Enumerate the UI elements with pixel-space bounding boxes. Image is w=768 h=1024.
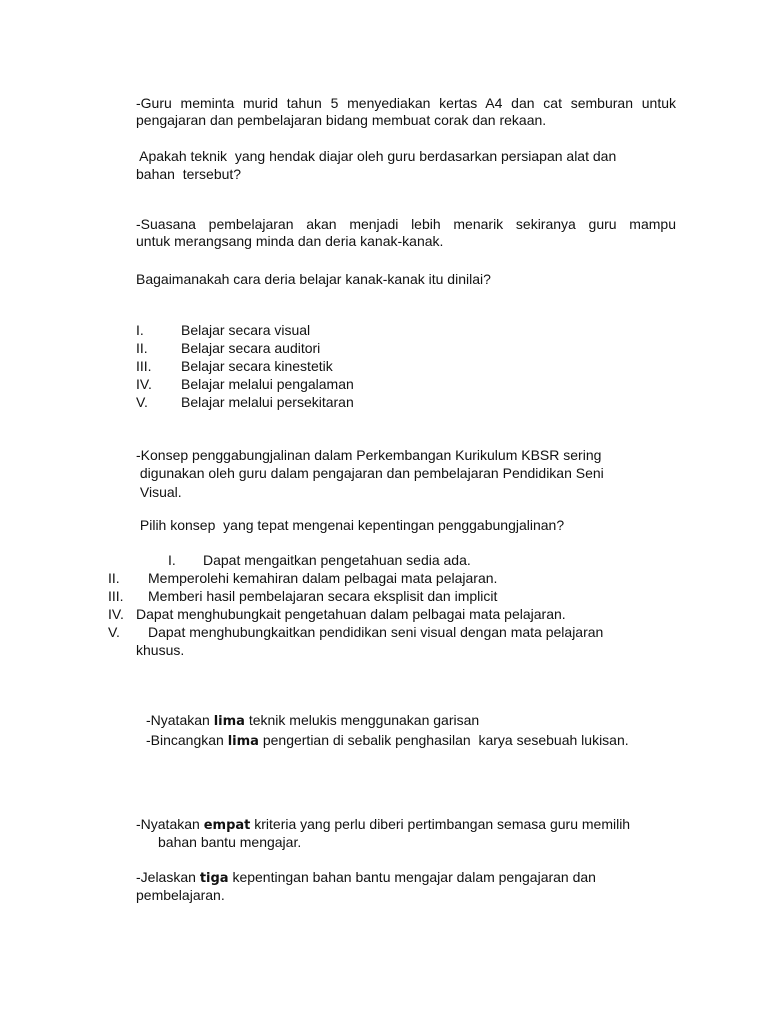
- q5-a-prefix: -Nyatakan: [136, 816, 204, 832]
- q2-line2: untuk merangsang minda dan deria kanak-kanak.: [136, 233, 444, 249]
- q2-option-num: II.: [136, 340, 148, 356]
- q2-option-text: Belajar secara auditori: [181, 340, 321, 356]
- q4-part-a: [146, 712, 479, 730]
- q1-statement: [136, 95, 676, 129]
- q2-option-text: Belajar melalui persekitaran: [181, 394, 354, 410]
- q3-question: Pilih konsep yang tepat mengenai kepentingan penggabungjalinan?: [136, 517, 565, 533]
- q2-question: Bagaimanakah cara deria belajar kanak-kanak itu dinilai?: [136, 271, 491, 287]
- q5-a-suffix: kriteria yang perlu diberi pertimbangan semasa guru memilih: [250, 816, 631, 832]
- q1-question-line2: bahan tersebut?: [136, 166, 242, 182]
- q4-a-prefix: -Nyatakan: [146, 712, 214, 728]
- q3-option-text: Dapat menghubungkaitkan pendidikan seni visual dengan mata pelajaran: [148, 624, 604, 640]
- q3-option-num: III.: [108, 588, 124, 604]
- q4-a-keyword: lima: [213, 714, 245, 729]
- q1-question-line1: Apakah teknik yang hendak diajar oleh guru berdasarkan persiapan alat dan: [136, 148, 617, 164]
- q2-option-num: I.: [136, 322, 144, 338]
- q3-line1: -Konsep penggabungjalinan dalam Perkembangan Kurikulum KBSR sering: [136, 447, 602, 463]
- q5-part-a: [136, 816, 630, 834]
- q5-part-b: [136, 869, 596, 887]
- q4-b-suffix: pengertian di sebalik penghasilan karya sesebuah lukisan.: [258, 732, 629, 748]
- q3-option-text: Memperolehi kemahiran dalam pelbagai mata pelajaran.: [148, 570, 498, 586]
- q5-a-keyword: empat: [203, 818, 251, 833]
- q3-line3: Visual.: [136, 484, 182, 500]
- q3-option-num: IV.: [108, 606, 124, 622]
- q5-b-prefix: -Jelaskan: [136, 869, 200, 885]
- q5-b-suffix: kepentingan bahan bantu mengajar dalam pengajaran dan: [228, 869, 596, 885]
- q3-option-num: I.: [168, 552, 176, 568]
- q1-line2: pengajaran dan pembelajaran bidang membuat corak dan rekaan.: [136, 112, 547, 128]
- q4-part-b: [146, 732, 629, 750]
- q2-option-text: Belajar secara visual: [181, 322, 311, 338]
- q2-line1: -Suasana pembelajaran akan menjadi lebih menarik sekiranya guru mampu: [136, 216, 676, 232]
- q3-option-text: Dapat mengaitkan pengetahuan sedia ada.: [203, 552, 471, 568]
- q3-option-num: II.: [108, 570, 120, 586]
- q3-option-text: Dapat menghubungkait pengetahuan dalam pelbagai mata pelajaran.: [136, 606, 566, 622]
- q4-a-suffix: teknik melukis menggunakan garisan: [244, 712, 480, 728]
- q4-b-keyword: lima: [227, 734, 259, 749]
- q5-b-keyword: tiga: [199, 871, 229, 886]
- q5-part-b-line2: pembelajaran.: [136, 887, 225, 903]
- q3-option5-continuation: khusus.: [136, 642, 185, 658]
- q3-option-num: V.: [108, 624, 120, 640]
- q2-option-num: V.: [136, 394, 148, 410]
- q4-b-prefix: -Bincangkan: [146, 732, 228, 748]
- q2-statement: [136, 216, 676, 250]
- q1-line1: -Guru meminta murid tahun 5 menyediakan kertas A4 dan cat semburan untuk: [136, 95, 676, 111]
- q5-part-a-line2: bahan bantu mengajar.: [158, 834, 302, 850]
- q2-option-num: III.: [136, 358, 152, 374]
- q2-option-text: Belajar melalui pengalaman: [181, 376, 354, 392]
- q2-option-num: IV.: [136, 376, 152, 392]
- q3-line2: digunakan oleh guru dalam pengajaran dan pembelajaran Pendidikan Seni: [136, 465, 604, 481]
- q3-option-text: Memberi hasil pembelajaran secara eksplisit dan implicit: [148, 588, 498, 604]
- q2-option-text: Belajar secara kinestetik: [181, 358, 333, 374]
